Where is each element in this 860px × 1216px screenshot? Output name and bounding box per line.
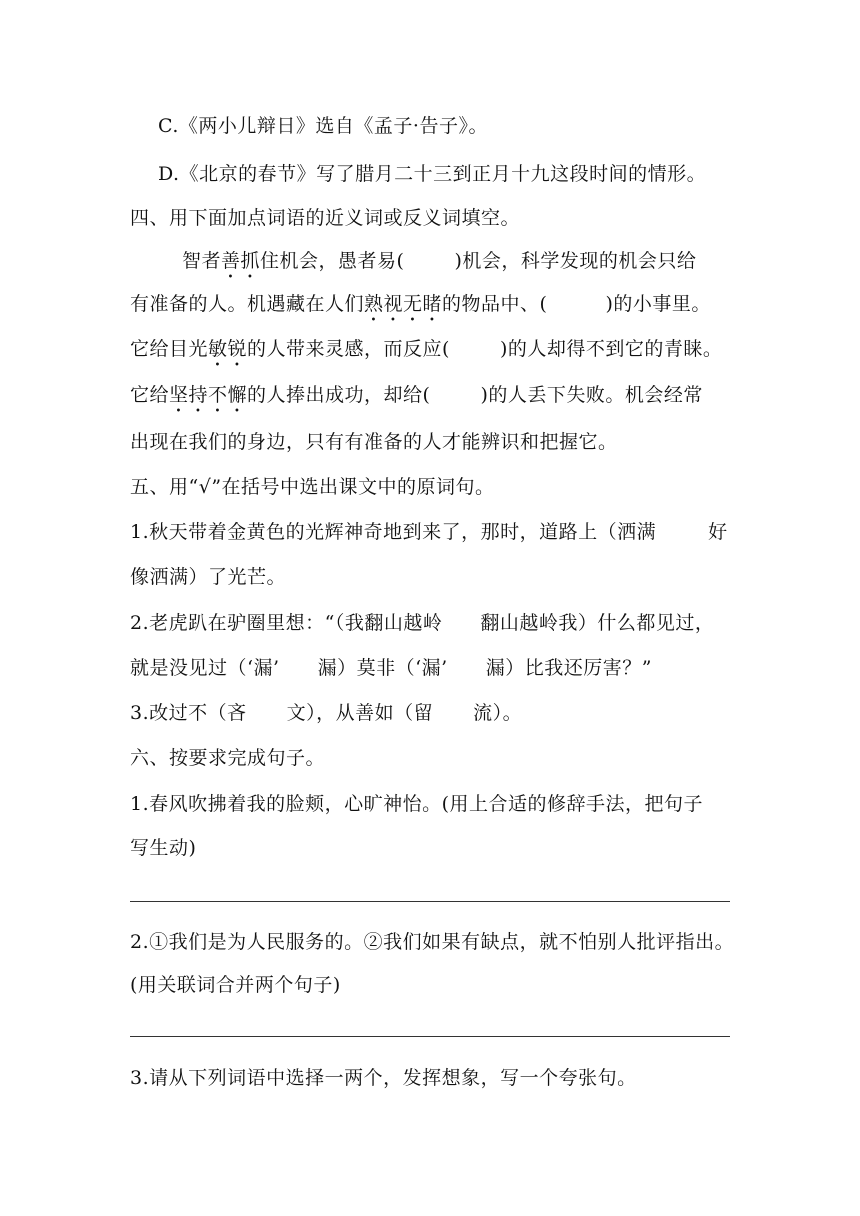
section-6-q1-line-1: 1.春风吹拂着我的脸颊，心旷神怡。(用上合适的修辞手法，把句子 bbox=[130, 793, 704, 815]
section-6-q2-line-2: (用关联词合并两个句子) bbox=[130, 974, 341, 996]
section-5-q2-line-1: 2.老虎趴在驴圈里想：“（我翻山越岭 翻山越岭我）什么都见过， bbox=[130, 612, 715, 634]
section-5-title: 五、用“√”在括号中选出课文中的原词句。 bbox=[130, 476, 495, 498]
section-4-title: 四、用下面加点词语的近义词或反义词填空。 bbox=[130, 207, 521, 229]
option-d: D.《北京的春节》写了腊月二十三到正月十九这段时间的情形。 bbox=[158, 163, 707, 185]
answer-line-2[interactable] bbox=[130, 1036, 730, 1037]
answer-line-1[interactable] bbox=[130, 901, 730, 902]
dotted-word-minrui: 敏锐 bbox=[208, 338, 248, 360]
section-5-q3: 3.改过不（吝 文），从善如（留 流）。 bbox=[130, 702, 523, 724]
section-6-title: 六、按要求完成句子。 bbox=[130, 747, 326, 769]
section-6-q1-line-2: 写生动) bbox=[130, 837, 197, 859]
section-4-para-line-4: 它给坚持不懈的人捧出成功，却给( )的人丢下失败。机会经常 bbox=[130, 384, 703, 406]
section-5-q1-line-1: 1.秋天带着金黄色的光辉神奇地到来了，那时，道路上（洒满 好 bbox=[130, 521, 728, 543]
section-6-q3: 3.请从下列词语中选择一两个，发挥想象，写一个夸张句。 bbox=[130, 1067, 637, 1089]
section-5-q2-line-2: 就是没见过（‘漏’ 漏）莫非（‘漏’ 漏）比我还厉害？” bbox=[130, 657, 652, 679]
section-4-para-line-1: 智者善抓住机会，愚者易( )机会，科学发现的机会只给 bbox=[182, 250, 697, 272]
section-6-q2-line-1: 2.①我们是为人民服务的。②我们如果有缺点，就不怕别人批评指出。 bbox=[130, 931, 735, 953]
section-4-para-line-5: 出现在我们的身边，只有有准备的人才能辨识和把握它。 bbox=[130, 431, 618, 453]
dotted-word-shushiwudu: 熟视无睹 bbox=[364, 293, 443, 315]
section-4-para-line-2: 有准备的人。机遇藏在人们熟视无睹的物品中、( )的小事里。 bbox=[130, 293, 711, 315]
dotted-word-shanzhua: 善抓 bbox=[221, 250, 261, 272]
section-5-q1-line-2: 像洒满）了光芒。 bbox=[130, 566, 287, 588]
dotted-word-jianchibuxie: 坚持不懈 bbox=[169, 384, 248, 406]
section-4-para-line-3: 它给目光敏锐的人带来灵感，而反应( )的人却得不到它的青睐。 bbox=[130, 338, 723, 360]
option-c: C.《两小儿辩日》选自《孟子·告子》。 bbox=[158, 115, 488, 137]
